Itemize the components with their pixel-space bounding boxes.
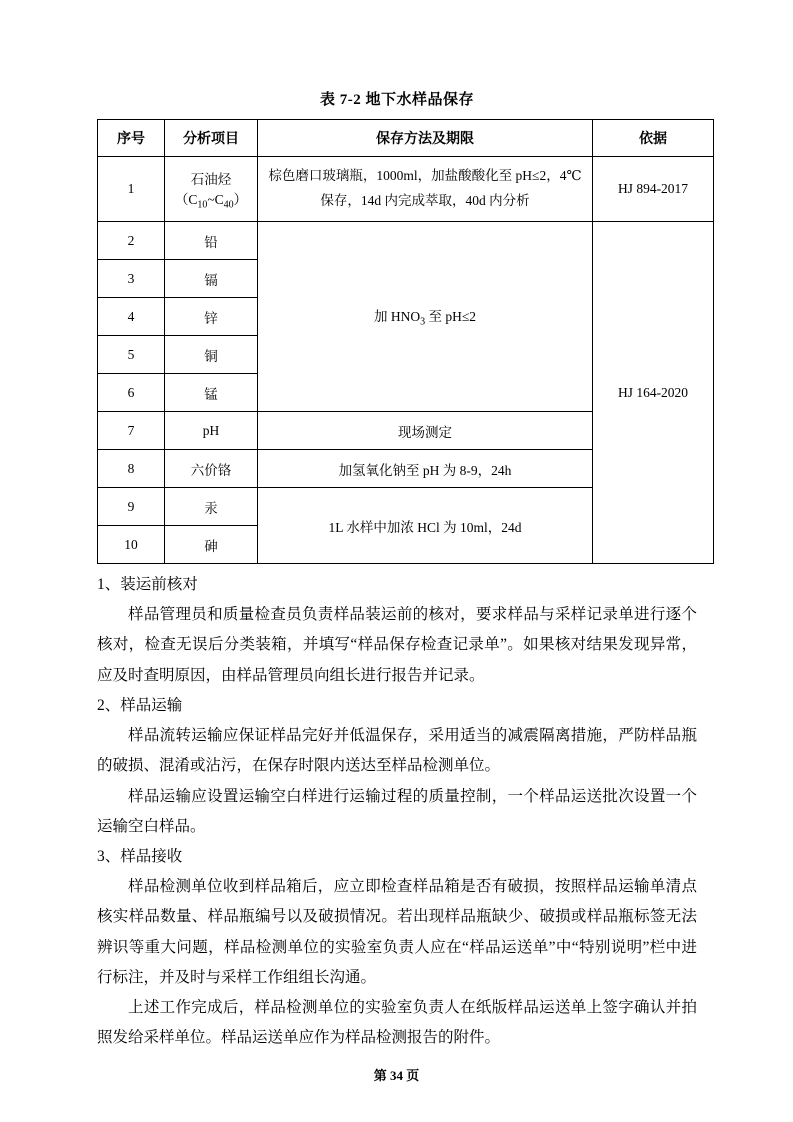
cell-no: 5 [98,336,165,374]
cell-method [258,157,593,222]
section-1-paragraph-1: 样品管理员和质量检查员负责样品装运前的核对，要求样品与采样记录单进行逐个核对，检查无误后分类装箱，并填写“样品保存检查记录单”。如果核对结果发现异常，应及时查明原因，由样品管理员向组长进行报告并记录。 [97,606,697,684]
cell-basis: HJ 894-2017 [593,157,714,222]
cell-item-line2: $(C_{10}\sim C_{40})$ [174,191,248,211]
cell-no: 8 [98,450,165,488]
cell-item: 锌 [165,298,258,336]
table-row [98,222,714,260]
cell-method: 加氢氧化钠至 pH 为 8-9，24h [258,450,593,488]
cell-item: 锰 [165,374,258,412]
cell-item: 铅 [165,222,258,260]
cell-method: 现场测定 [258,412,593,450]
cell-no: 3 [98,260,165,298]
section-3 [97,842,697,1054]
section-2 [97,691,697,842]
cell-no: 7 [98,412,165,450]
table-header-row [98,120,714,157]
section-3-heading: 3、样品接收 [97,847,183,865]
cell-item-line1: 石油烃 [190,171,232,187]
page-content [97,88,697,1054]
table-title: 表 7-2 地下水样品保存 [320,92,474,108]
section-1 [97,570,697,691]
table-header [98,120,714,157]
groundwater-sample-preservation-table [97,119,714,564]
cell-item: 汞 [165,488,258,526]
section-2-paragraph-1: 样品流转运输应保证样品完好并低温保存，采用适当的减震隔离措施，严防样品瓶的破损、混淆或沾污，在保存时限内送达至样品检测单位。 [97,727,697,775]
section-3-paragraph-1: 样品检测单位收到样品箱后，应立即检查样品箱是否有破损，按照样品运输单清点核实样品数量、样品瓶编号以及破损情况。若出现样品瓶缺少、破损或样品瓶标签无法辨识等重大问题，样品检测单位的实验室负责人应在“样品运送单”中“特别说明”栏中进行标注，并及时与采样工作组组长沟通。 [97,878,697,986]
cell-basis-merged: HJ 164-2020 [593,222,714,564]
header-item: 分析项目 [165,120,258,157]
header-method: 保存方法及期限 [258,120,593,157]
header-no: 序号 [98,120,165,157]
page-number: 第 34 页 [373,1068,420,1083]
cell-no: 10 [98,526,165,564]
table-body [98,157,714,564]
section-3-paragraph-2: 上述工作完成后，样品检测单位的实验室负责人在纸版样品运送单上签字确认并拍照发给采样单位。样品运送单应作为样品检测报告的附件。 [97,999,697,1047]
cell-item: 砷 [165,526,258,564]
cell-no: 1 [98,157,165,222]
section-1-heading: 1、装运前核对 [97,576,198,593]
header-basis: 依据 [593,120,714,157]
cell-no: 2 [98,222,165,260]
section-2-heading: 2、样品运输 [97,696,183,714]
cell-method-hg-as: 1L 水样中加浓 HCl 为 10ml，24d [258,488,593,564]
cell-method-line1: 棕色磨口玻璃瓶，1000ml，加盐酸酸化至 pH≤2，4℃ [268,168,582,184]
cell-item: 铜 [165,336,258,374]
table-row [98,157,714,222]
cell-no: 9 [98,488,165,526]
cell-no: 4 [98,298,165,336]
cell-item: 镉 [165,260,258,298]
cell-no: 6 [98,374,165,412]
cell-item: pH [165,412,258,450]
cell-method-metals: 加 $HNO_3$ 至 pH≤2 [258,222,593,412]
section-2-paragraph-2: 样品运输应设置运输空白样进行运输过程的质量控制，一个样品运送批次设置一个运输空白样品。 [97,787,697,835]
cell-item [165,157,258,222]
cell-method-line2: 保存，14d 内完成萃取，40d 内分析 [320,193,530,208]
cell-item: 六价铬 [165,450,258,488]
